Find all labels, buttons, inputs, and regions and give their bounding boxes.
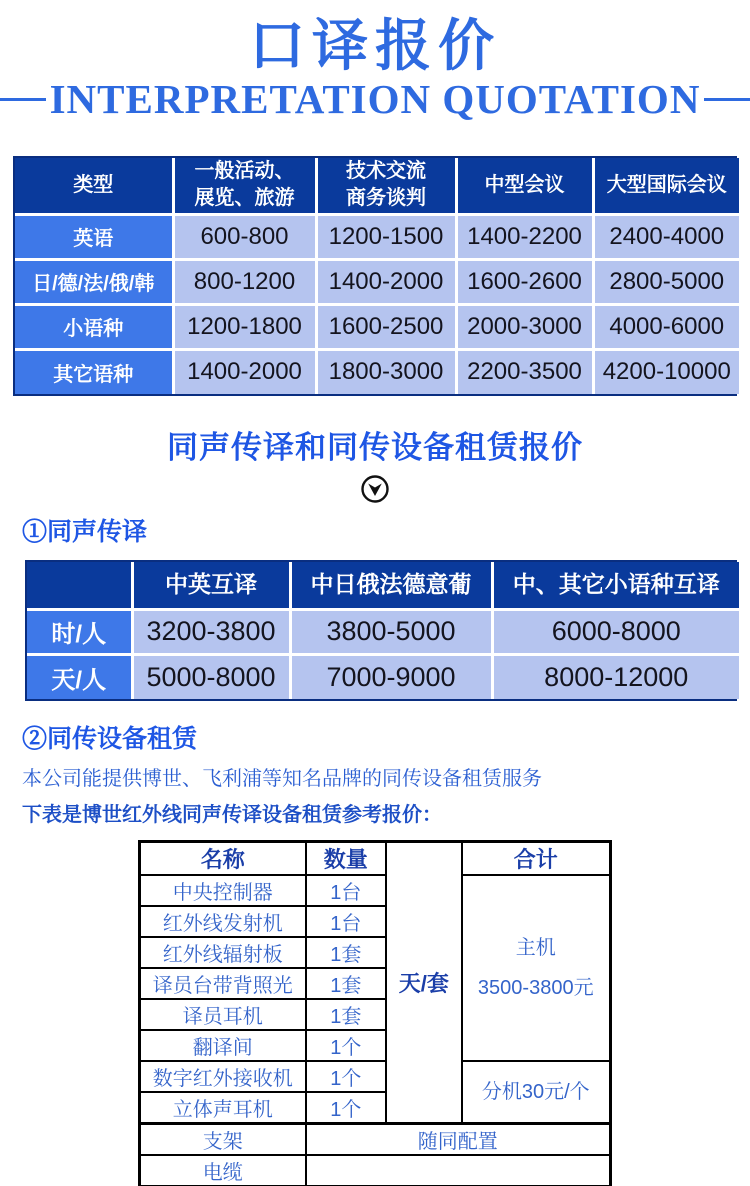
price-cell: 1800-3000: [316, 349, 456, 394]
col-header-cn-multi: 中日俄法德意葡: [290, 562, 492, 609]
price-cell: 3200-3800: [132, 609, 290, 654]
si-section-title: 同声传译和同传设备租赁报价: [167, 430, 583, 466]
col-header-type: 类型: [15, 158, 173, 214]
subsection1-heading: ①同声传译: [22, 518, 148, 547]
item-qty: 1个: [306, 1092, 387, 1124]
item-name: 数字红外接收机: [140, 1061, 306, 1092]
price-cell: 800-1200: [173, 259, 316, 304]
item-name: 中央控制器: [140, 875, 306, 906]
price-cell: 5000-8000: [132, 654, 290, 699]
price-cell: 1200-1800: [173, 304, 316, 349]
price-cell: 1400-2000: [316, 259, 456, 304]
item-qty: 1台: [306, 906, 387, 937]
col-header-general-activity: 一般活动、 展览、旅游: [173, 158, 316, 214]
item-name: 译员台带背照光: [140, 968, 306, 999]
table-row: [15, 349, 739, 394]
row-label-english: 英语: [15, 214, 173, 259]
price-cell: 1600-2600: [456, 259, 593, 304]
price-cell: 600-800: [173, 214, 316, 259]
host-total-price: 3500-3800元: [477, 977, 594, 1000]
col-header-name: 名称: [140, 842, 306, 876]
item-name: 电缆: [140, 1155, 306, 1186]
cable-row: [140, 1155, 611, 1186]
item-qty: 1套: [306, 968, 387, 999]
subtitle-right-rule: [704, 98, 750, 101]
si-header-row: [27, 562, 739, 609]
item-name: 红外线发射机: [140, 906, 306, 937]
table-row: [15, 304, 739, 349]
col-header-empty: [27, 562, 132, 609]
subsection2-heading: ②同传设备租赁: [22, 725, 198, 754]
table-row: [15, 214, 739, 259]
price-cell: 1400-2200: [456, 214, 593, 259]
col-header-tech-exchange: 技术交流 商务谈判: [316, 158, 456, 214]
equipment-rental-table: [138, 840, 612, 1186]
equipment-intro-line: 本公司能提供博世、飞利浦等知名品牌的同传设备租赁服务: [22, 768, 542, 791]
pricing-header-row: [15, 158, 739, 214]
unit-cell-day-per-set: 天/套: [386, 842, 461, 1124]
row-label-per-day: 天/人: [27, 654, 132, 699]
price-cell: 1600-2500: [316, 304, 456, 349]
bracket-note: 随同配置: [306, 1124, 611, 1156]
item-name: 支架: [140, 1124, 306, 1156]
price-cell: 7000-9000: [290, 654, 492, 699]
item-name: 翻译间: [140, 1030, 306, 1061]
page-subtitle: INTERPRETATION QUOTATION: [49, 76, 701, 123]
price-cell: 2400-4000: [593, 214, 739, 259]
price-cell: 6000-8000: [492, 609, 739, 654]
host-total-cell: [462, 875, 611, 1061]
item-qty: 1个: [306, 1061, 387, 1092]
price-cell: 4200-10000: [593, 349, 739, 394]
col-header-total: 合计: [462, 842, 611, 876]
interpretation-pricing-table: [13, 156, 737, 396]
subtitle-row: [0, 76, 750, 123]
row-label-jdfrk: 日/德/法/俄/韩: [15, 259, 173, 304]
price-cell: 1400-2000: [173, 349, 316, 394]
item-name: 译员耳机: [140, 999, 306, 1030]
page-title: 口译报价: [249, 14, 501, 77]
equipment-table-caption: 下表是博世红外线同声传译设备租赁参考报价：: [22, 804, 442, 827]
col-header-cn-en: 中英互译: [132, 562, 290, 609]
col-header-medium-conference: 中型会议: [456, 158, 593, 214]
subtitle-left-rule: [0, 98, 46, 101]
row-label-per-hour: 时/人: [27, 609, 132, 654]
equipment-header-row: [140, 842, 611, 876]
item-name: 红外线辐射板: [140, 937, 306, 968]
host-total-label: 主机: [515, 937, 556, 960]
col-header-qty: 数量: [306, 842, 387, 876]
price-cell: 4000-6000: [593, 304, 739, 349]
item-qty: 1台: [306, 875, 387, 906]
price-cell: 8000-12000: [492, 654, 739, 699]
circled-down-arrow-icon: [360, 474, 390, 504]
price-cell: 3800-5000: [290, 609, 492, 654]
simultaneous-interpretation-table: [25, 560, 737, 701]
receiver-total-cell: 分机30元/个: [462, 1061, 611, 1124]
item-qty: 1套: [306, 937, 387, 968]
col-header-large-conference: 大型国际会议: [593, 158, 739, 214]
price-cell: 2800-5000: [593, 259, 739, 304]
table-row: [27, 654, 739, 699]
cable-note: [306, 1155, 611, 1186]
down-arrow-row: [0, 474, 750, 504]
price-cell: 2200-3500: [456, 349, 593, 394]
price-cell: 1200-1500: [316, 214, 456, 259]
table-row: [140, 875, 611, 906]
row-label-other-languages: 其它语种: [15, 349, 173, 394]
table-row: [27, 609, 739, 654]
table-row: [140, 1061, 611, 1092]
bracket-row: [140, 1124, 611, 1156]
row-label-minor-languages: 小语种: [15, 304, 173, 349]
item-name: 立体声耳机: [140, 1092, 306, 1124]
table-row: [15, 259, 739, 304]
col-header-cn-minor: 中、其它小语种互译: [492, 562, 739, 609]
item-qty: 1套: [306, 999, 387, 1030]
price-cell: 2000-3000: [456, 304, 593, 349]
item-qty: 1个: [306, 1030, 387, 1061]
